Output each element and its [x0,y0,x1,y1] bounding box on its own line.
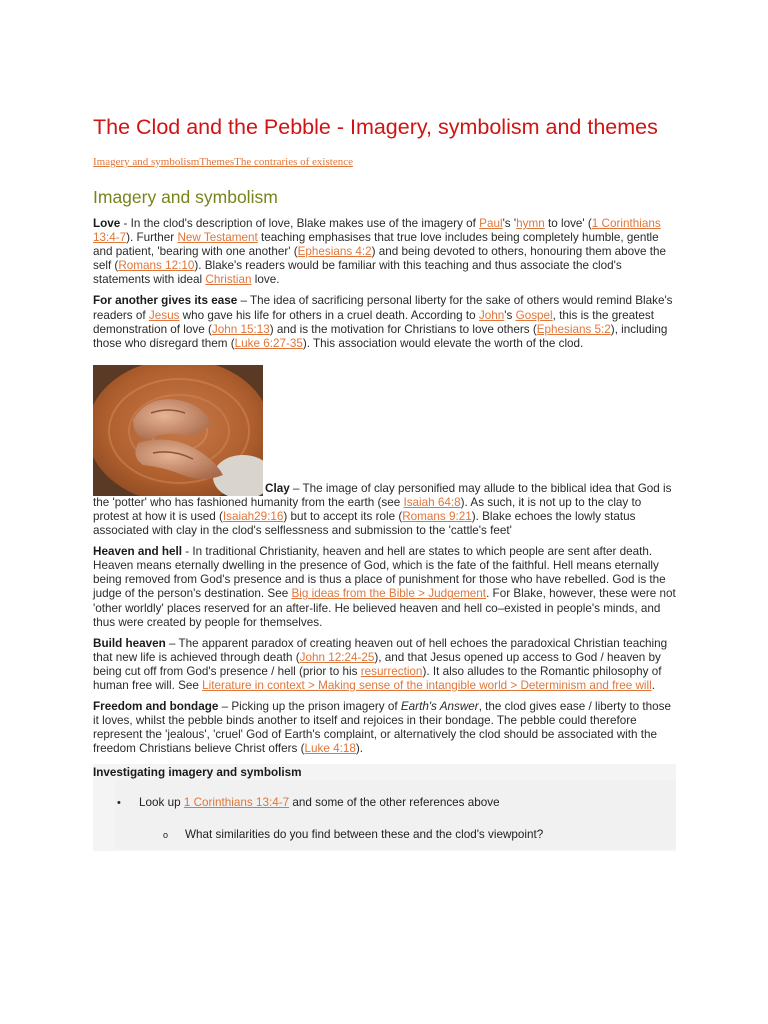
section-links [93,155,678,169]
term-heaven-and-hell: Heaven and hell [93,545,182,559]
link-john-12-24[interactable]: John 12:24-25 [299,650,375,664]
page-title: The Clod and the Pebble - Imagery, symbolism and themes [93,115,658,139]
link-john-15-13[interactable]: John 15:13 [211,322,270,336]
link-luke-4-18[interactable]: Luke 4:18 [304,742,356,756]
list-item: • Look up 1 Corinthians 13:4-7 and some of the other references above [115,780,676,810]
link-romans-9-21[interactable]: Romans 9:21 [402,509,472,523]
link-ephesians-5-2[interactable]: Ephesians 5:2 [536,322,611,336]
paragraph-build-heaven: Build heaven – The apparent paradox of creating heaven out of hell echoes the paradoxical Christian teaching that new life is achieved through death (John 12:24-25), and that Jesus opened up access to God / heaven by being cut off from God's presence / hell (prior to his resurrection). It also alludes to the Romantic philosophy of human free will. See Literature in context > Making sense of the intangible world > Determinism and free will. [93,636,668,692]
poem-title-earths-answer: Earth's Answer [400,700,479,714]
paragraph-love: Love - In the clod's description of love, Blake makes use of the imagery of Paul's 'hymn to love' (1 Corinthians 13:4-7). Further New Testament teaching emphasises that true love includes being completely humble, gentle and patient, 'bearing with one another' (Ephesians 4:2) and being devoted to others, honouring them above the self (Romans 12:10). Blake's readers would be familiar with this teaching and thus associate the clod's statements with ideal Christian love. [93,217,667,287]
paragraph-freedom-and-bondage: Freedom and bondage – Picking up the prison imagery of Earth's Answer, the clod gives ease / liberty to those it loves, whilst the pebble binds another to itself and rejoices in their bondage. The pebble could therefore represent the 'jealous', 'cruel' God of Earth's complaint, or alternatively the clod should be associated with the freedom Christians believe Christ offers (Luke 4:18). [93,700,671,756]
investigation-box [93,764,676,851]
link-contraries-of-existence[interactable]: The contraries of existence [234,156,353,168]
link-john[interactable]: John [478,308,505,322]
link-gospel[interactable]: Gospel [515,308,553,322]
link-1-corinthians-box[interactable]: 1 Corinthians 13:4-7 [183,796,290,810]
sub-list-item: o What similarities do you find between these and the clod's viewpoint? [115,810,676,849]
link-literature-in-context[interactable]: Literature in context > Making sense of the intangible world > Determinism and free will [202,678,652,692]
pottery-hands-illustration [93,365,263,496]
link-isaiah-64-8[interactable]: Isaiah 64:8 [403,495,461,509]
link-imagery-and-symbolism[interactable]: Imagery and symbolism [93,156,200,168]
link-christian[interactable]: Christian [205,273,252,287]
term-freedom-and-bondage: Freedom and bondage [93,700,219,714]
link-isaiah-29-16[interactable]: Isaiah29:16 [222,509,284,523]
link-new-testament[interactable]: New Testament [177,231,258,245]
link-themes[interactable]: Themes [199,156,235,168]
term-clay: Clay [265,481,290,495]
investigation-title: Investigating imagery and symbolism [93,766,302,780]
link-ephesians-4-2[interactable]: Ephesians 4:2 [297,245,372,259]
article [93,110,678,851]
paragraph-another: For another gives its ease – The idea of sacrificing personal liberty for the sake of others would remind Blake's readers of Jesus who gave his life for others in a cruel death. According to John's Gospel, this is the greatest demonstration of love (John 15:13) and is the motivation for Christians to love others (Ephesians 5:2), including those who disregard them (Luke 6:27-35). This association would elevate the worth of the clod. [93,294,673,350]
term-love: Love [93,217,121,230]
link-1-corinthians[interactable]: 1 Corinthians 13:4-7 [93,217,661,245]
paragraph-clay: Clay – The image of clay personified may allude to the biblical idea that God is the 'potter' who has fashioned humanity from the earth (see Isaiah 64:8). As such, it is not up to the clay to protest at how it is used (Isaiah29:16) but to accept its role (Romans 9:21). Blake echoes the lowly status associated with clay in the clod's selflessness and submission to the 'cattle's feet' [93,365,678,538]
link-jesus[interactable]: Jesus [148,308,180,322]
link-paul[interactable]: Paul [479,217,503,230]
link-big-ideas-judgement[interactable]: Big ideas from the Bible > Judgement [291,587,487,601]
link-romans-12-10[interactable]: Romans 12:10 [118,259,195,273]
link-luke-6-27[interactable]: Luke 6:27-35 [234,336,303,350]
term-build-heaven: Build heaven [93,636,166,650]
investigation-list [115,780,676,849]
link-resurrection[interactable]: resurrection [360,664,423,678]
link-hymn[interactable]: hymn [516,217,545,230]
term-another-gives-ease: For another gives its ease [93,294,238,308]
section-heading: Imagery and symbolism [93,187,278,207]
paragraph-heaven-and-hell: Heaven and hell - In traditional Christianity, heaven and hell are states to which people are sent after death. Heaven means eternally dwelling in the presence of God, which is the fate of the faithful. Hell means eternally being removed from God's presence and is thus a place of punishment for those who have rebelled. God is the judge of the person's destination. See Big ideas from the Bible > Judgement. For Blake, however, these were not 'other worldly' places reserved for an after-life. He believed heaven and hell co–existed in people's minds, and thus were created by people for themselves. [93,545,676,629]
pottery-wheel-image [93,365,263,496]
